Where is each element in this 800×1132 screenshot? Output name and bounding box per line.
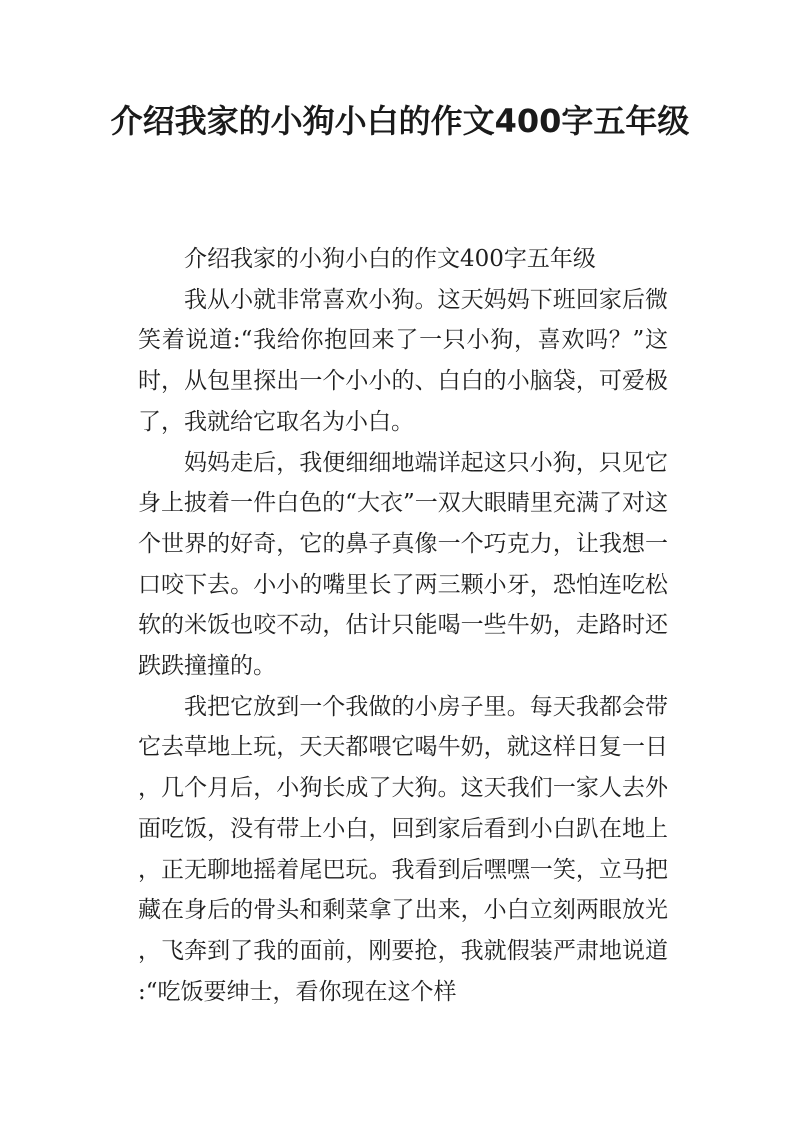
paragraph-2: 妈妈走后，我便细细地端详起这只小狗，只见它身上披着一件白色的“大衣”一双大眼睛里充满了对这个世界的好奇，它的鼻子真像一个巧克力，让我想一口咬下去。小小的嘴里长了两三颗小牙，恐怕连吃松软的米饭也咬不动，估计只能喝一些牛奶，走路时还跌跌撞撞的。 [138, 449, 668, 680]
document-body [138, 239, 668, 1012]
paragraph-3: 我把它放到一个我做的小房子里。每天我都会带它去草地上玩，天天都喂它喝牛奶，就这样日复一日，几个月后，小狗长成了大狗。这天我们一家人去外面吃饭，没有带上小白，回到家后看到小白趴在地上，正无聊地摇着尾巴玩。我看到后嘿嘿一笑，立马把藏在身后的骨头和剩菜拿了出来，小白立刻两眼放光，飞奔到了我的面前，刚要抢，我就假装严肃地说道:“吃饭要绅士，看你现在这个样 [138, 693, 668, 1005]
paragraph-1: 我从小就非常喜欢小狗。这天妈妈下班回家后微笑着说道:“我给你抱回来了一只小狗，喜欢吗？”这时，从包里探出一个小小的、白白的小脑袋，可爱极了，我就给它取名为小白。 [138, 286, 668, 435]
paragraph-subtitle: 介绍我家的小狗小白的作文400字五年级 [184, 246, 596, 272]
document-title: 介绍我家的小狗小白的作文400字五年级 [110, 102, 690, 140]
